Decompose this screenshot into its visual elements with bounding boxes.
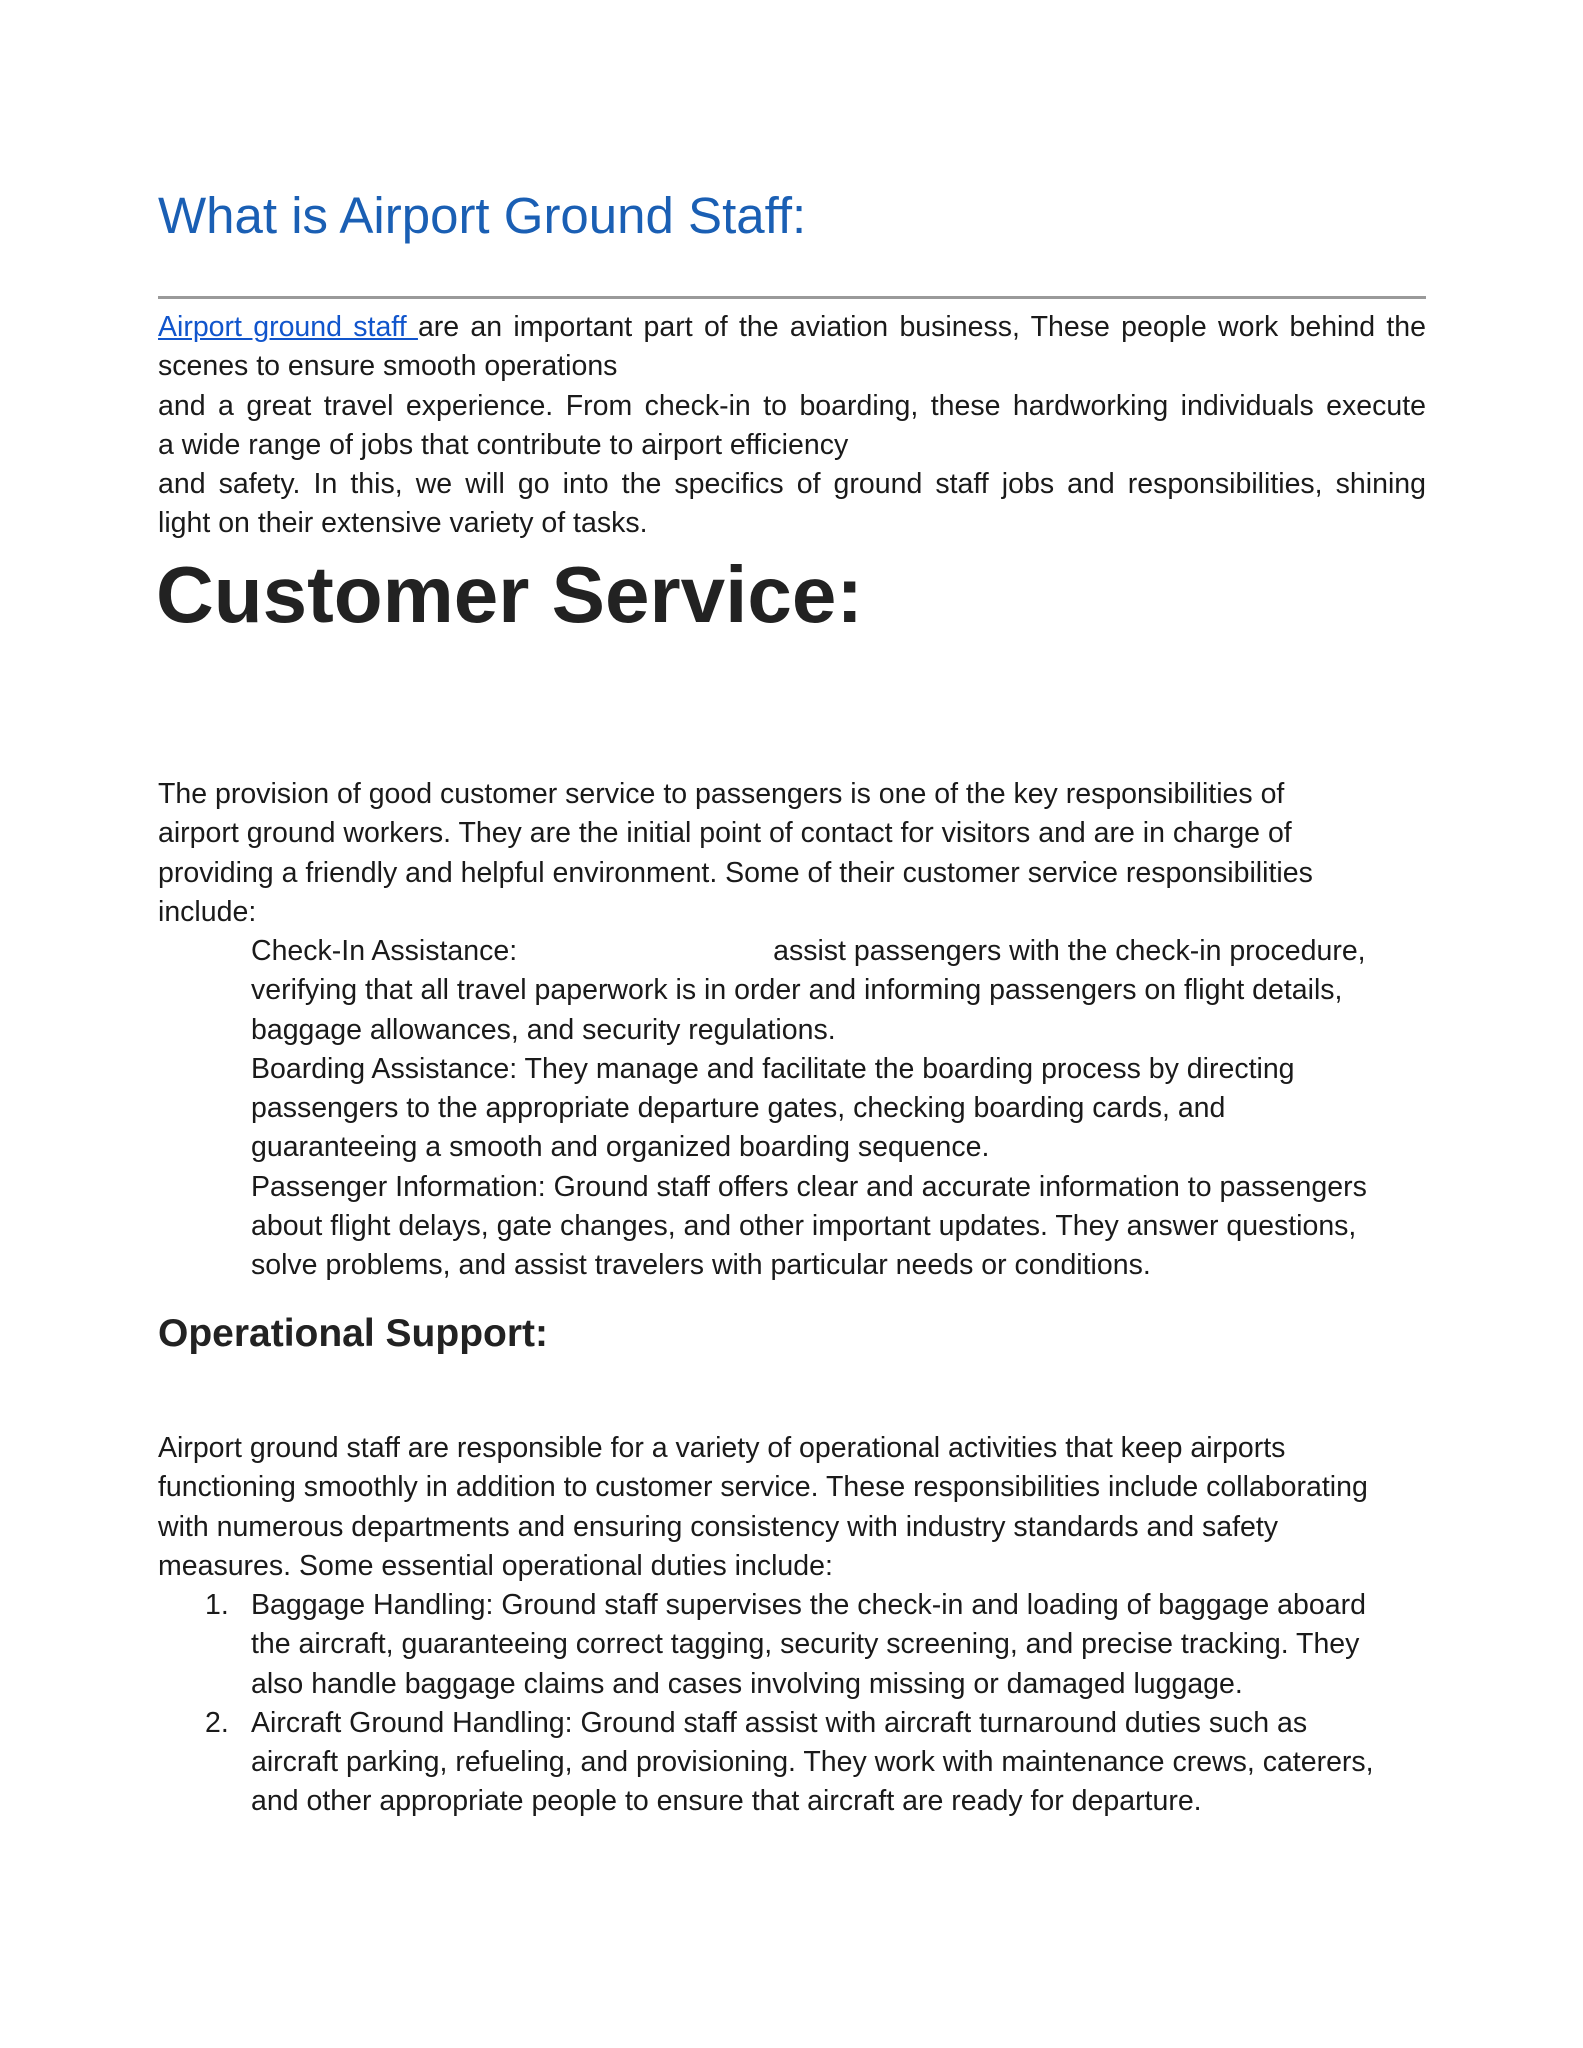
intro-line: and safety. In this, we will go into the specifics of ground staff jobs and responsibilities, shining bbox=[158, 468, 1426, 501]
list-line: aircraft parking, refueling, and provisioning. They work with maintenance crews, caterers, bbox=[251, 1746, 1374, 1779]
paragraph-line: providing a friendly and helpful environment. Some of their customer service responsibilities bbox=[158, 856, 1313, 889]
list-line: also handle baggage claims and cases involving missing or damaged luggage. bbox=[251, 1667, 1243, 1700]
list-item-boarding bbox=[251, 1050, 1426, 1168]
list-line: Boarding Assistance: They manage and facilitate the boarding process by directing bbox=[251, 1052, 1295, 1085]
page-title: What is Airport Ground Staff: bbox=[158, 187, 807, 244]
horizontal-divider bbox=[158, 296, 1426, 299]
list-line: the aircraft, guaranteeing correct tagging, security screening, and precise tracking. They bbox=[251, 1628, 1360, 1661]
intro-line: light on their extensive variety of tasks. bbox=[158, 507, 648, 540]
list-line: solve problems, and assist travelers with particular needs or conditions. bbox=[251, 1249, 1151, 1282]
item-text: assist passengers with the check-in procedure, bbox=[773, 935, 1366, 967]
intro-line: scenes to ensure smooth operations bbox=[158, 350, 618, 383]
intro-line bbox=[158, 308, 1426, 347]
list-item-aircraft-ground-handling bbox=[205, 1704, 1426, 1822]
customer-service-heading: Customer Service: bbox=[156, 550, 863, 639]
paragraph-line: measures. Some essential operational duties include: bbox=[158, 1549, 833, 1582]
list-line: and other appropriate people to ensure that aircraft are ready for departure. bbox=[251, 1785, 1202, 1818]
intro-line: a wide range of jobs that contribute to airport efficiency bbox=[158, 428, 849, 461]
list-line: Baggage Handling: Ground staff supervises the check-in and loading of baggage aboard bbox=[251, 1589, 1366, 1621]
list-item-baggage-handling bbox=[205, 1586, 1426, 1704]
intro-line: and a great travel experience. From check-in to boarding, these hardworking individuals execute bbox=[158, 389, 1426, 422]
list-line bbox=[251, 932, 1426, 971]
customer-service-paragraph bbox=[158, 775, 1426, 932]
paragraph-line: airport ground workers. They are the initial point of contact for visitors and are in charge of bbox=[158, 817, 1292, 850]
intro-line-text: are an important part of the aviation business, These people work behind the bbox=[417, 311, 1426, 343]
paragraph-line: include: bbox=[158, 895, 257, 928]
paragraph-line: Airport ground staff are responsible for a variety of operational activities that keep airports bbox=[158, 1432, 1286, 1464]
list-number: 2. bbox=[205, 1706, 229, 1739]
operational-support-heading: Operational Support: bbox=[158, 1312, 548, 1355]
paragraph-line: The provision of good customer service to passengers is one of the key responsibilities of bbox=[158, 778, 1285, 810]
customer-service-list bbox=[251, 932, 1426, 1286]
operational-support-paragraph bbox=[158, 1429, 1426, 1586]
paragraph-line: functioning smoothly in addition to customer service. These responsibilities include collaborating bbox=[158, 1471, 1368, 1504]
list-item-check-in bbox=[251, 932, 1426, 1050]
airport-ground-staff-link[interactable]: Airport ground staff bbox=[158, 311, 418, 343]
list-line: passengers to the appropriate departure gates, checking boarding cards, and bbox=[251, 1092, 1226, 1125]
list-line: verifying that all travel paperwork is in order and informing passengers on flight details, bbox=[251, 974, 1343, 1007]
list-number: 1. bbox=[205, 1589, 229, 1621]
list-line: Aircraft Ground Handling: Ground staff assist with aircraft turnaround duties such as bbox=[251, 1706, 1308, 1739]
operational-support-list bbox=[205, 1586, 1426, 1822]
list-line: baggage allowances, and security regulations. bbox=[251, 1013, 836, 1046]
list-item-passenger-info bbox=[251, 1168, 1426, 1286]
intro-paragraph bbox=[158, 308, 1426, 544]
list-line: Passenger Information: Ground staff offers clear and accurate information to passengers bbox=[251, 1170, 1367, 1203]
list-line: about flight delays, gate changes, and other important updates. They answer questions, bbox=[251, 1210, 1357, 1243]
list-line: guaranteeing a smooth and organized boarding sequence. bbox=[251, 1131, 990, 1164]
item-label: Check-In Assistance: bbox=[251, 935, 518, 967]
paragraph-line: with numerous departments and ensuring consistency with industry standards and safety bbox=[158, 1510, 1279, 1543]
